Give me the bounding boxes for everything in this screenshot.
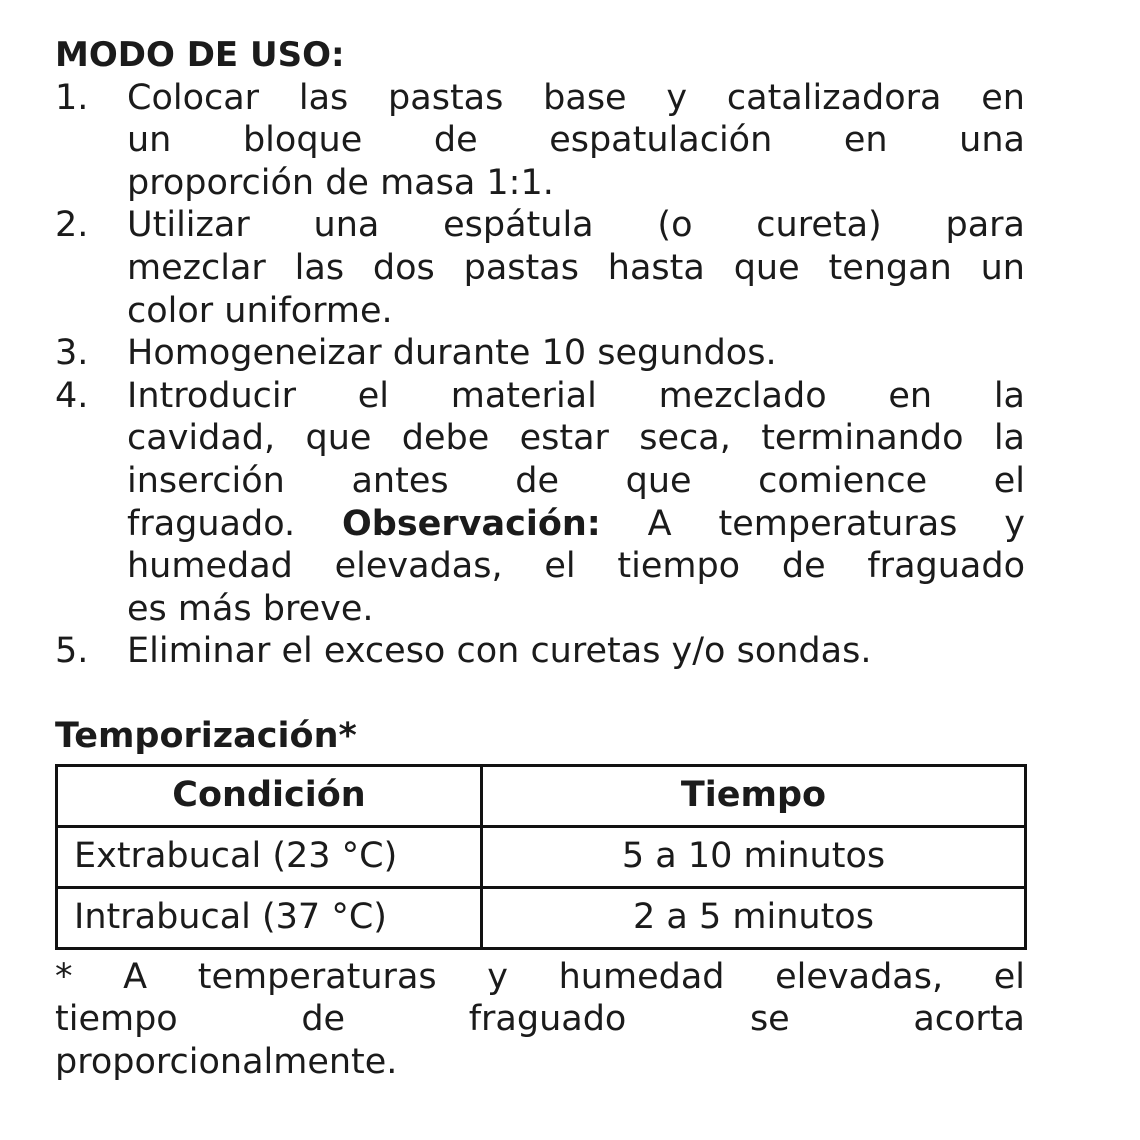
item-line: Homogeneizar durante 10 segundos. [127,333,777,374]
list-item [55,204,1025,332]
table-cell: 5 a 10 minutos [482,826,1026,887]
item-number: 3. [55,333,89,374]
table-cell: Intrabucal (37 °C) [57,887,482,948]
list-item [55,630,1025,673]
item-line: un bloque de espatulación en una [127,120,1025,161]
list-item [55,77,1025,205]
footnote [55,956,1025,1084]
table-row [57,826,1026,887]
table-cell: Extrabucal (23 °C) [57,826,482,887]
list-item [55,332,1025,375]
table-cell: 2 a 5 minutos [482,887,1026,948]
item-line: Eliminar el exceso con curetas y/o sondas. [127,631,872,672]
item-line: proporción de masa 1:1. [127,162,554,203]
observation-label: Observación: [342,503,601,544]
timing-table [55,764,1027,950]
item-line: cavidad, que debe estar seca, terminando la [127,418,1025,459]
item-line: Introducir el material mezclado en la [127,375,1025,416]
footnote-line: tiempo de fraguado se acorta [55,999,1025,1040]
text: fraguado. [127,503,343,544]
item-number: 2. [55,205,89,246]
item-number: 5. [55,631,89,672]
item-line: color uniforme. [127,290,393,331]
section-heading: MODO DE USO: [55,35,345,75]
footnote-line: proporcionalmente. [55,1041,398,1082]
item-line: Colocar las pastas base y catalizadora en [127,77,1025,118]
table-header-row [57,765,1026,826]
item-line: Utilizar una espátula (o cureta) para [127,205,1025,246]
table-row [57,887,1026,948]
column-header: Tiempo [482,765,1026,826]
item-line: es más breve. [127,588,374,629]
column-header: Condición [57,765,482,826]
item-number: 1. [55,77,89,118]
item-number: 4. [55,375,89,416]
footnote-line: * A temperaturas y humedad elevadas, el [55,956,1025,997]
instructions-document [55,34,1025,1083]
item-line: humedad elevadas, el tiempo de fraguado [127,546,1025,587]
list-item [55,375,1025,631]
item-line: inserción antes de que comience el [127,460,1025,501]
item-line: mezclar las dos pastas hasta que tengan un [127,247,1025,288]
timing-title: Temporización* [55,715,357,756]
item-line [127,503,1025,546]
text: A temperaturas y [600,503,1025,544]
